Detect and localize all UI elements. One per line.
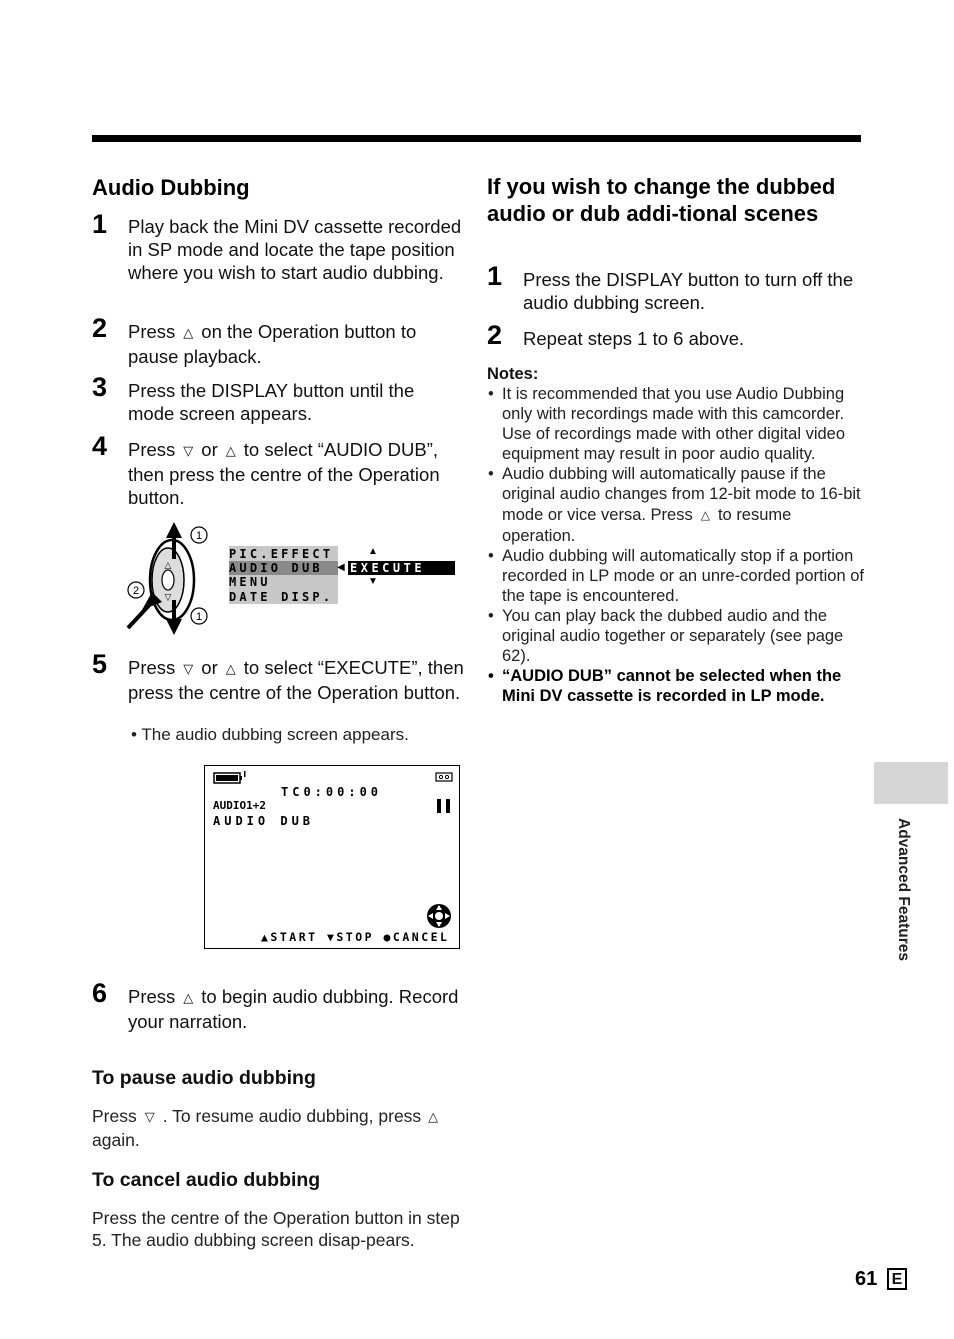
note-item: • Audio dubbing will automatically pause if the original audio changes from 12-bit mode to 16-bit mode or vice versa. Press △ to resume operation. — [487, 464, 865, 545]
cancel-heading: To cancel audio dubbing — [92, 1169, 321, 1191]
step-6-text: Press △ to begin audio dubbing. Record your narration. — [128, 986, 459, 1032]
audio-mode: AUDIO1+2 — [213, 799, 266, 812]
menu-item-menu: MENU — [229, 575, 271, 589]
header-rule — [92, 135, 861, 142]
step-4-number: 4 — [92, 431, 108, 461]
step-2-number: 2 — [92, 313, 108, 343]
mode-label: AUDIO DUB — [213, 814, 315, 828]
right-step-2-number: 2 — [487, 320, 503, 350]
right-step-1-number: 1 — [487, 261, 503, 291]
step-6-number: 6 — [92, 978, 108, 1008]
up-triangle-icon: △ — [183, 990, 194, 1005]
up-triangle-icon: △ — [225, 661, 236, 676]
note-item-bold: • “AUDIO DUB” cannot be selected when the Mini DV cassette is recorded in LP mode. — [487, 666, 865, 706]
down-triangle-icon: ▽ — [144, 1109, 155, 1124]
section-title-audio-dubbing: Audio Dubbing — [92, 175, 250, 200]
scroll-down-icon: ▼ — [368, 576, 378, 587]
menu-item-date-disp: DATE DISP. — [229, 590, 334, 604]
pause-heading: To pause audio dubbing — [92, 1067, 316, 1089]
operation-dial-icon — [426, 903, 452, 929]
note-item: • It is recommended that you use Audio Dubbing only with recordings made with this camcorder. Use of recordings made with other digital video equipment may result in poor audio quality. — [487, 384, 865, 464]
callout-markers — [127, 525, 212, 630]
step-3-text: Press the DISPLAY button until the mode screen appears. — [128, 380, 415, 424]
pointer-left-icon: ◀ — [337, 562, 345, 573]
callout-1-top: 1 — [195, 530, 203, 542]
step-5-number: 5 — [92, 649, 108, 679]
step-1-text: Play back the Mini DV cassette recorded in SP mode and locate the tape position where you wish to start audio dubbing. — [128, 216, 462, 283]
cassette-icon — [435, 772, 453, 782]
scroll-up-icon: ▲ — [368, 546, 378, 557]
pause-text: Press ▽ . To resume audio dubbing, press △again. — [92, 1105, 462, 1151]
cancel-text: Press the centre of the Operation button in step 5. The audio dubbing screen disap-pears. — [92, 1208, 460, 1250]
up-triangle-icon: △ — [428, 1109, 439, 1124]
down-triangle-icon: ▽ — [183, 661, 194, 676]
step-5-bullet: • The audio dubbing screen appears. — [131, 725, 409, 744]
svg-text:△: △ — [164, 560, 172, 570]
step-5-text: Press ▽ or △ to select “EXECUTE”, then press the centre of the Operation button. — [128, 657, 464, 703]
down-triangle-icon: ▽ — [183, 443, 194, 458]
up-triangle-icon: △ — [183, 325, 194, 340]
callout-1-bottom: 1 — [195, 611, 203, 623]
note-item: • Audio dubbing will automatically stop if a portion recorded in LP mode or an unre-corded portion of the tape is encountered. — [487, 546, 865, 606]
screen-controls: ▲START ▼STOP ●CANCEL — [261, 930, 450, 944]
step-1-number: 1 — [92, 209, 108, 239]
timecode: TC0:00:00 — [281, 785, 383, 799]
chapter-tab — [874, 762, 948, 804]
chapter-label: Advanced Features — [895, 818, 912, 961]
note-item: • You can play back the dubbed audio and the original audio together or separately (see page 62). — [487, 606, 865, 666]
svg-text:▽: ▽ — [164, 592, 172, 602]
menu-item-pic-effect: PIC.EFFECT — [229, 547, 334, 561]
notes-title: Notes: — [487, 365, 539, 383]
step-3-number: 3 — [92, 372, 108, 402]
section-title-change-dub: If you wish to change the dubbed audio or dub addi-tional scenes — [487, 174, 836, 226]
right-step-1-text: Press the DISPLAY button to turn off the audio dubbing screen. — [523, 269, 854, 313]
step-2-text: Press △ on the Operation button to pause playback. — [128, 321, 417, 367]
notes-list — [487, 384, 865, 707]
battery-icon — [213, 771, 247, 785]
callout-2: 2 — [132, 585, 140, 597]
up-triangle-icon: △ — [700, 507, 710, 522]
pause-icon — [435, 799, 453, 813]
language-badge: E — [887, 1268, 907, 1290]
right-step-2-text: Repeat steps 1 to 6 above. — [523, 328, 745, 349]
menu-item-audio-dub: AUDIO DUB — [229, 561, 338, 575]
page-number: 61 — [855, 1268, 878, 1290]
up-triangle-icon: △ — [225, 443, 236, 458]
step-4-text: Press ▽ or △ to select “AUDIO DUB”, then press the centre of the Operation button. — [128, 439, 440, 508]
submenu-execute: EXECUTE — [348, 561, 455, 575]
audio-dubbing-screen — [204, 765, 460, 949]
